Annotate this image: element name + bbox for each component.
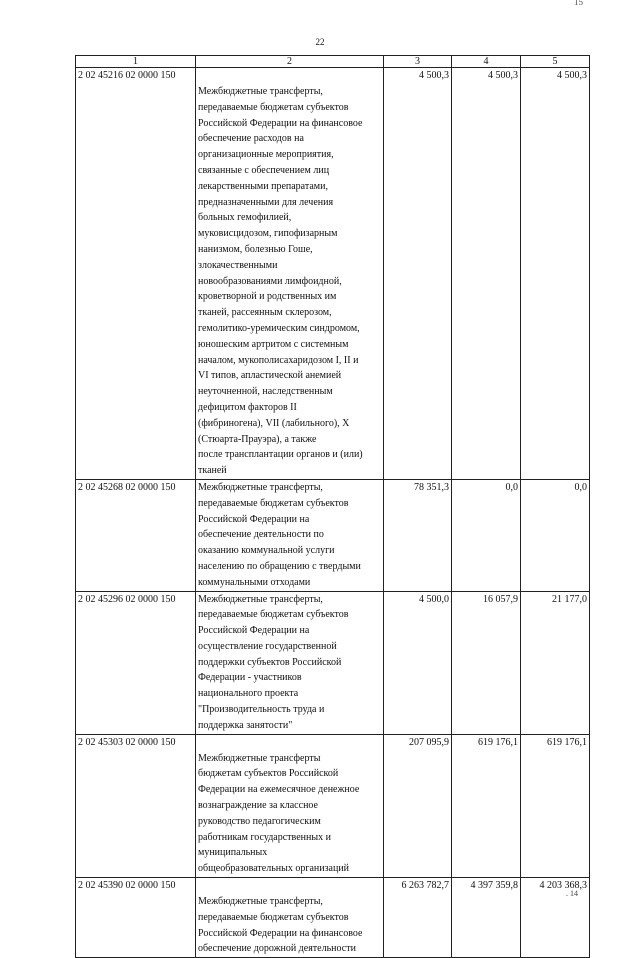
footer-mark: . 14 — [566, 889, 578, 898]
header-col-3: 3 — [384, 56, 452, 68]
description-line: руководство педагогическим — [198, 815, 321, 827]
description-line: поддержки субъектов Российской — [198, 656, 342, 668]
amount-col-3: 4 500,0 — [384, 591, 452, 734]
corner-mark: 15 — [574, 0, 583, 7]
description-line: Межбюджетные трансферты, — [198, 896, 323, 908]
amount-col-3: 207 095,9 — [384, 734, 452, 877]
description-line: неуточненной, наследственным — [198, 386, 333, 398]
description-line: Российской Федерации на финансовое — [198, 117, 363, 129]
description-line: коммунальными отходами — [198, 576, 311, 588]
table-row — [76, 591, 590, 734]
description-line: организационные мероприятия, — [198, 149, 334, 161]
amount-col-5: 619 176,1 — [521, 734, 590, 877]
transfer-description — [196, 68, 384, 480]
description-line: предназначенными для лечения — [198, 196, 334, 208]
transfer-description — [196, 591, 384, 734]
description-line: дефицитом факторов II — [198, 401, 297, 413]
description-line: Межбюджетные трансферты, — [198, 593, 323, 605]
description-line: передаваемые бюджетам субъектов — [198, 497, 349, 509]
description-line: Межбюджетные трансферты, — [198, 86, 323, 97]
description-line: (фибриногена), VII (лабильного), X — [198, 417, 350, 429]
description-line: после трансплантации органов и (или) — [198, 449, 363, 461]
description-line: лекарственными препаратами, — [198, 180, 328, 192]
description-line: обеспечение деятельности по — [198, 529, 324, 541]
description-line: Межбюджетные трансферты — [198, 752, 321, 764]
description-line: кроветворной и родственных им — [198, 291, 337, 303]
description-line: Российской Федерации на финансовое — [198, 927, 363, 939]
budget-code: 2 02 45296 02 0000 150 — [76, 591, 196, 734]
description-line: тканей, рассеянным склерозом, — [198, 307, 332, 319]
amount-col-3: 6 263 782,7 — [384, 878, 452, 958]
description-line: тканей — [198, 465, 227, 477]
table-row — [76, 734, 590, 877]
amount-col-5: 4 500,3 — [521, 68, 590, 480]
description-line: работникам государственных и — [198, 831, 331, 843]
description-line: больных гемофилией, — [198, 212, 292, 224]
budget-code: 2 02 45216 02 0000 150 — [76, 68, 196, 480]
budget-code: 2 02 45268 02 0000 150 — [76, 479, 196, 591]
description-line: национального проекта — [198, 688, 299, 700]
description-line: VI типов, апластической анемией — [198, 370, 342, 382]
amount-col-4: 16 057,9 — [452, 591, 521, 734]
header-row — [76, 56, 590, 68]
description-line: юношеским артритом с системным — [198, 338, 349, 350]
description-line: обеспечение дорожной деятельности — [198, 943, 356, 955]
budget-code: 2 02 45390 02 0000 150 — [76, 878, 196, 958]
description-line: злокачественными — [198, 259, 278, 271]
budget-table — [75, 55, 590, 958]
amount-col-4: 4 500,3 — [452, 68, 521, 480]
header-col-5: 5 — [521, 56, 590, 68]
amount-col-5: 4 203 368,3 — [521, 878, 590, 958]
description-line: передаваемые бюджетам субъектов — [198, 609, 349, 621]
description-line: началом, мукополисахаридозом I, II и — [198, 354, 359, 366]
description-line: муковисцидозом, гипофизарным — [198, 228, 338, 240]
amount-col-5: 21 177,0 — [521, 591, 590, 734]
description-line: нанизмом, болезнью Гоше, — [198, 243, 313, 255]
description-line: общеобразовательных организаций — [198, 863, 350, 875]
description-line: осуществление государственной — [198, 640, 337, 652]
transfer-description — [196, 734, 384, 877]
description-line: обеспечение расходов на — [198, 133, 304, 145]
description-line: (Стюарта-Прауэра), а также — [198, 433, 317, 445]
header-col-4: 4 — [452, 56, 521, 68]
description-line: муниципальных — [198, 847, 268, 859]
transfer-description — [196, 479, 384, 591]
description-line: Федерации - участников — [198, 672, 302, 684]
description-line: Российской Федерации на — [198, 513, 310, 525]
description-line: оказанию коммунальной услуги — [198, 545, 335, 557]
transfer-description — [196, 878, 384, 958]
amount-col-4: 4 397 359,8 — [452, 878, 521, 958]
amount-col-5: 0,0 — [521, 479, 590, 591]
description-line: гемолитико-уремическим синдромом, — [198, 322, 360, 334]
description-line: вознаграждение за классное — [198, 800, 318, 812]
description-line: Межбюджетные трансферты, — [198, 481, 323, 493]
description-line: населению по обращению с твердыми — [198, 560, 361, 572]
amount-col-4: 0,0 — [452, 479, 521, 591]
budget-code: 2 02 45303 02 0000 150 — [76, 734, 196, 877]
header-col-2: 2 — [196, 56, 384, 68]
table-row — [76, 479, 590, 591]
description-line: связанные с обеспечением лиц — [198, 164, 330, 176]
description-line: Федерации на ежемесячное денежное — [198, 784, 360, 796]
description-line: "Производительность труда и — [198, 704, 325, 716]
description-line: поддержка занятости" — [198, 719, 293, 731]
description-line: передаваемые бюджетам субъектов — [198, 911, 349, 923]
page-number: 22 — [315, 37, 325, 47]
amount-col-4: 619 176,1 — [452, 734, 521, 877]
description-line: новообразованиями лимфоидной, — [198, 275, 342, 287]
description-line: Российской Федерации на — [198, 625, 310, 637]
header-col-1: 1 — [76, 56, 196, 68]
description-line: передаваемые бюджетам субъектов — [198, 101, 349, 113]
table-row — [76, 68, 590, 480]
amount-col-3: 4 500,3 — [384, 68, 452, 480]
table-row — [76, 878, 590, 958]
amount-col-3: 78 351,3 — [384, 479, 452, 591]
description-line: бюджетам субъектов Российской — [198, 768, 339, 780]
